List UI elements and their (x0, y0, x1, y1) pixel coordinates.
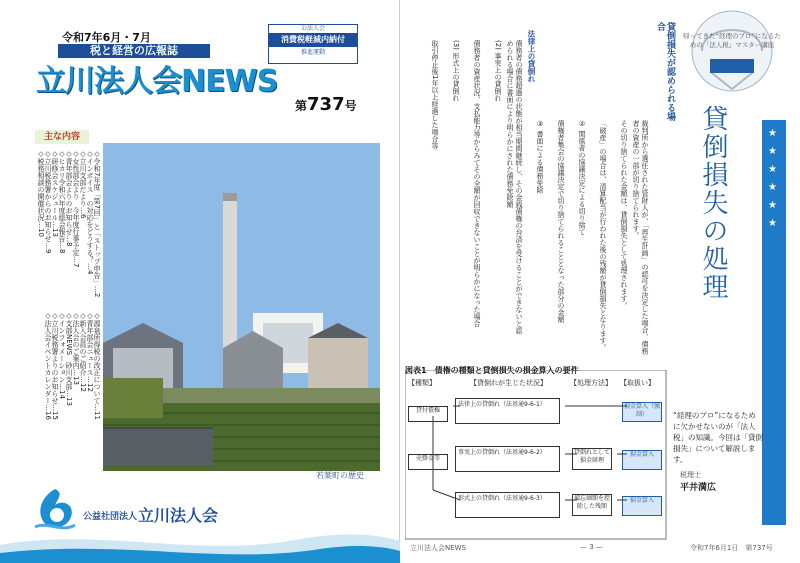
figure-situation: 形式上の貸倒れ（法基通9-6-3） (455, 492, 560, 518)
magazine-subtitle: 税と経営の広報誌 (58, 44, 210, 58)
article-column: 債権者集会の協議決定で切り捨てられることとなった部分の金額 (557, 120, 565, 323)
toc-item: ◇令和7年度「第7回」と「ストップ申告」…2 (93, 150, 101, 298)
heading-deduction-conditions: 貸倒損失が認められる場合 (655, 22, 675, 121)
toc-item: ◇女性部会より 今年度行事予定…7 (72, 150, 80, 268)
series-emblem (682, 3, 782, 103)
star-icon: ★ (768, 146, 777, 157)
issue-date: 令和7年6月・7月 (62, 31, 151, 44)
toc-title: 主な内容 (35, 130, 89, 144)
org-name: 立川法人会 (138, 506, 219, 525)
cover-photo-image (103, 143, 380, 471)
org-type: 公益社団法人 (83, 512, 138, 522)
article-column: ② 関係者の協議決定による切り捨て (578, 120, 586, 236)
toc-item: ◇青年部会ニュース…12 (86, 312, 94, 392)
author-name: 平井満広 (680, 483, 717, 493)
issue-prefix: 第 (295, 99, 308, 113)
figure-method: 備忘価額を控除した残額 (572, 494, 612, 516)
article-column: 債務者の債務超過の状態が相当期間継続し、その金銭債権の弁済を受けることができないと認められる場合に書面により明らかにされた債務免除額 (506, 40, 523, 334)
star-icon: ★ (768, 164, 777, 175)
series-label: 帰ってきた“経理のプロ”になるための「法人税」マスター講座 (683, 32, 781, 49)
heading-legal-writeoff: 法律上の貸倒れ (527, 30, 536, 83)
badge-top: 公法人会 (300, 25, 325, 32)
star-icon: ★ (768, 218, 777, 229)
figure-header: 【取扱い】 (620, 379, 655, 387)
toc-item: ◇立川税務署からのお知らせ…9 (44, 150, 52, 254)
toc-item: ◇支部NEWS 砂川支部…13 (65, 312, 73, 406)
issue-value: 737 (307, 94, 345, 115)
badge-main: 消費税軽減内納付 (269, 33, 357, 47)
cover-photo (103, 143, 380, 471)
toc-item: ◇法人会のご案内…13 (72, 312, 80, 385)
figure-method: 貸倒れとして損金経理 (572, 448, 612, 470)
issue-suffix: 号 (344, 99, 357, 113)
toc-item: ◇ヒカリ令和六年度総会報告…8 (58, 150, 66, 254)
article-column: (2) 事実上の貸倒れ (494, 40, 502, 102)
toc-item: ◇立川税務署よりのお知らせ…15 (51, 312, 59, 420)
article-column: 債務者の資産状況、支払能力等からみてその全額が回収できないことが明らかになった場合 (473, 40, 481, 327)
star-icon: ★ (768, 182, 777, 193)
figure-title: 図表1 債権の種類と貸倒損失の損金算入の要件 (405, 366, 579, 375)
campaign-badge (268, 24, 358, 64)
figure-header: 【貸倒れが生じた状況】 (470, 379, 547, 387)
figure-result: 損金算入 (622, 450, 662, 470)
figure-result: 損金算入（強制） (622, 402, 662, 422)
article-column: 取引停止後1年以上経過した場合等 (431, 40, 439, 150)
toc-item: ◇立川支部だより…6 (79, 150, 87, 219)
toc-item: ◇インフォメーション…14 (58, 312, 66, 399)
toc-item: ◇青年部会よりのお知らせ…8 (65, 150, 73, 247)
article-column: 裁判所から選任された管財人が、「再生計画」の認可を決定した場合、債務者の資産の一部が切り捨てられます。 (632, 120, 649, 355)
figure-type: 売掛金等 (408, 454, 448, 470)
connector-line (433, 490, 460, 500)
toc-item: ◇法人会イベントカレンダー…16 (44, 312, 52, 420)
article-intro: “経理のプロ”になるために欠かせないのが「法人税」の知識。今回は「貸倒損失」について解説します。 (673, 411, 763, 464)
toc-item: ◇インボイス の対応をどうする？…4 (86, 150, 94, 275)
toc-item: ◇新入会員のご紹介…12 (79, 312, 87, 392)
footer-right: 令和7年6月1日 第737号 (690, 544, 773, 552)
star-icon: ★ (768, 128, 777, 139)
article-column: その切り捨てられた金額は、貸倒損失として処理されます。 (620, 120, 628, 309)
author-label: 税理士 (680, 471, 701, 479)
article-page (400, 0, 800, 563)
page-number: — 3 — (580, 543, 603, 551)
figure-type: 貸付債権 (408, 406, 448, 422)
article-title: 貸倒損失の処理 (698, 105, 728, 301)
article-column: (3) 形式上の貸倒れ (452, 40, 460, 102)
magazine-title: 立川法人会NEWS (36, 64, 278, 99)
toc-item: ◇税務相談の開催状況…10 (37, 150, 45, 237)
footer-left: 立川法人会NEWS (410, 544, 467, 552)
figure-situation: 事実上の貸倒れ（法基通9-6-2） (455, 446, 560, 472)
footer-wave (0, 525, 400, 563)
photo-caption: 若葉町の歴史 (316, 471, 364, 480)
figure-situation: 法律上の貸倒れ（法基通9-6-1） (455, 398, 560, 424)
figure-result: 損金算入 (622, 496, 662, 516)
star-icon: ★ (768, 200, 777, 211)
author (680, 470, 716, 493)
badge-sub: 推進運動 (300, 49, 325, 56)
article-column: 「破産」の場合は、清算配当が行われた後の残額が貸倒損失となります。 (599, 120, 607, 351)
issue-number (295, 94, 357, 115)
figure-header: 【処理方法】 (570, 379, 612, 387)
toc-item: ◇研修会スケジュール…13 (51, 150, 59, 237)
article-column: ③ 書面による債務免除 (536, 120, 544, 194)
side-band (762, 120, 786, 525)
figure-connectors (405, 370, 667, 540)
toc-item: ◇源泉所得税の改正について…11 (93, 312, 101, 420)
figure-header: 【種類】 (408, 379, 436, 387)
